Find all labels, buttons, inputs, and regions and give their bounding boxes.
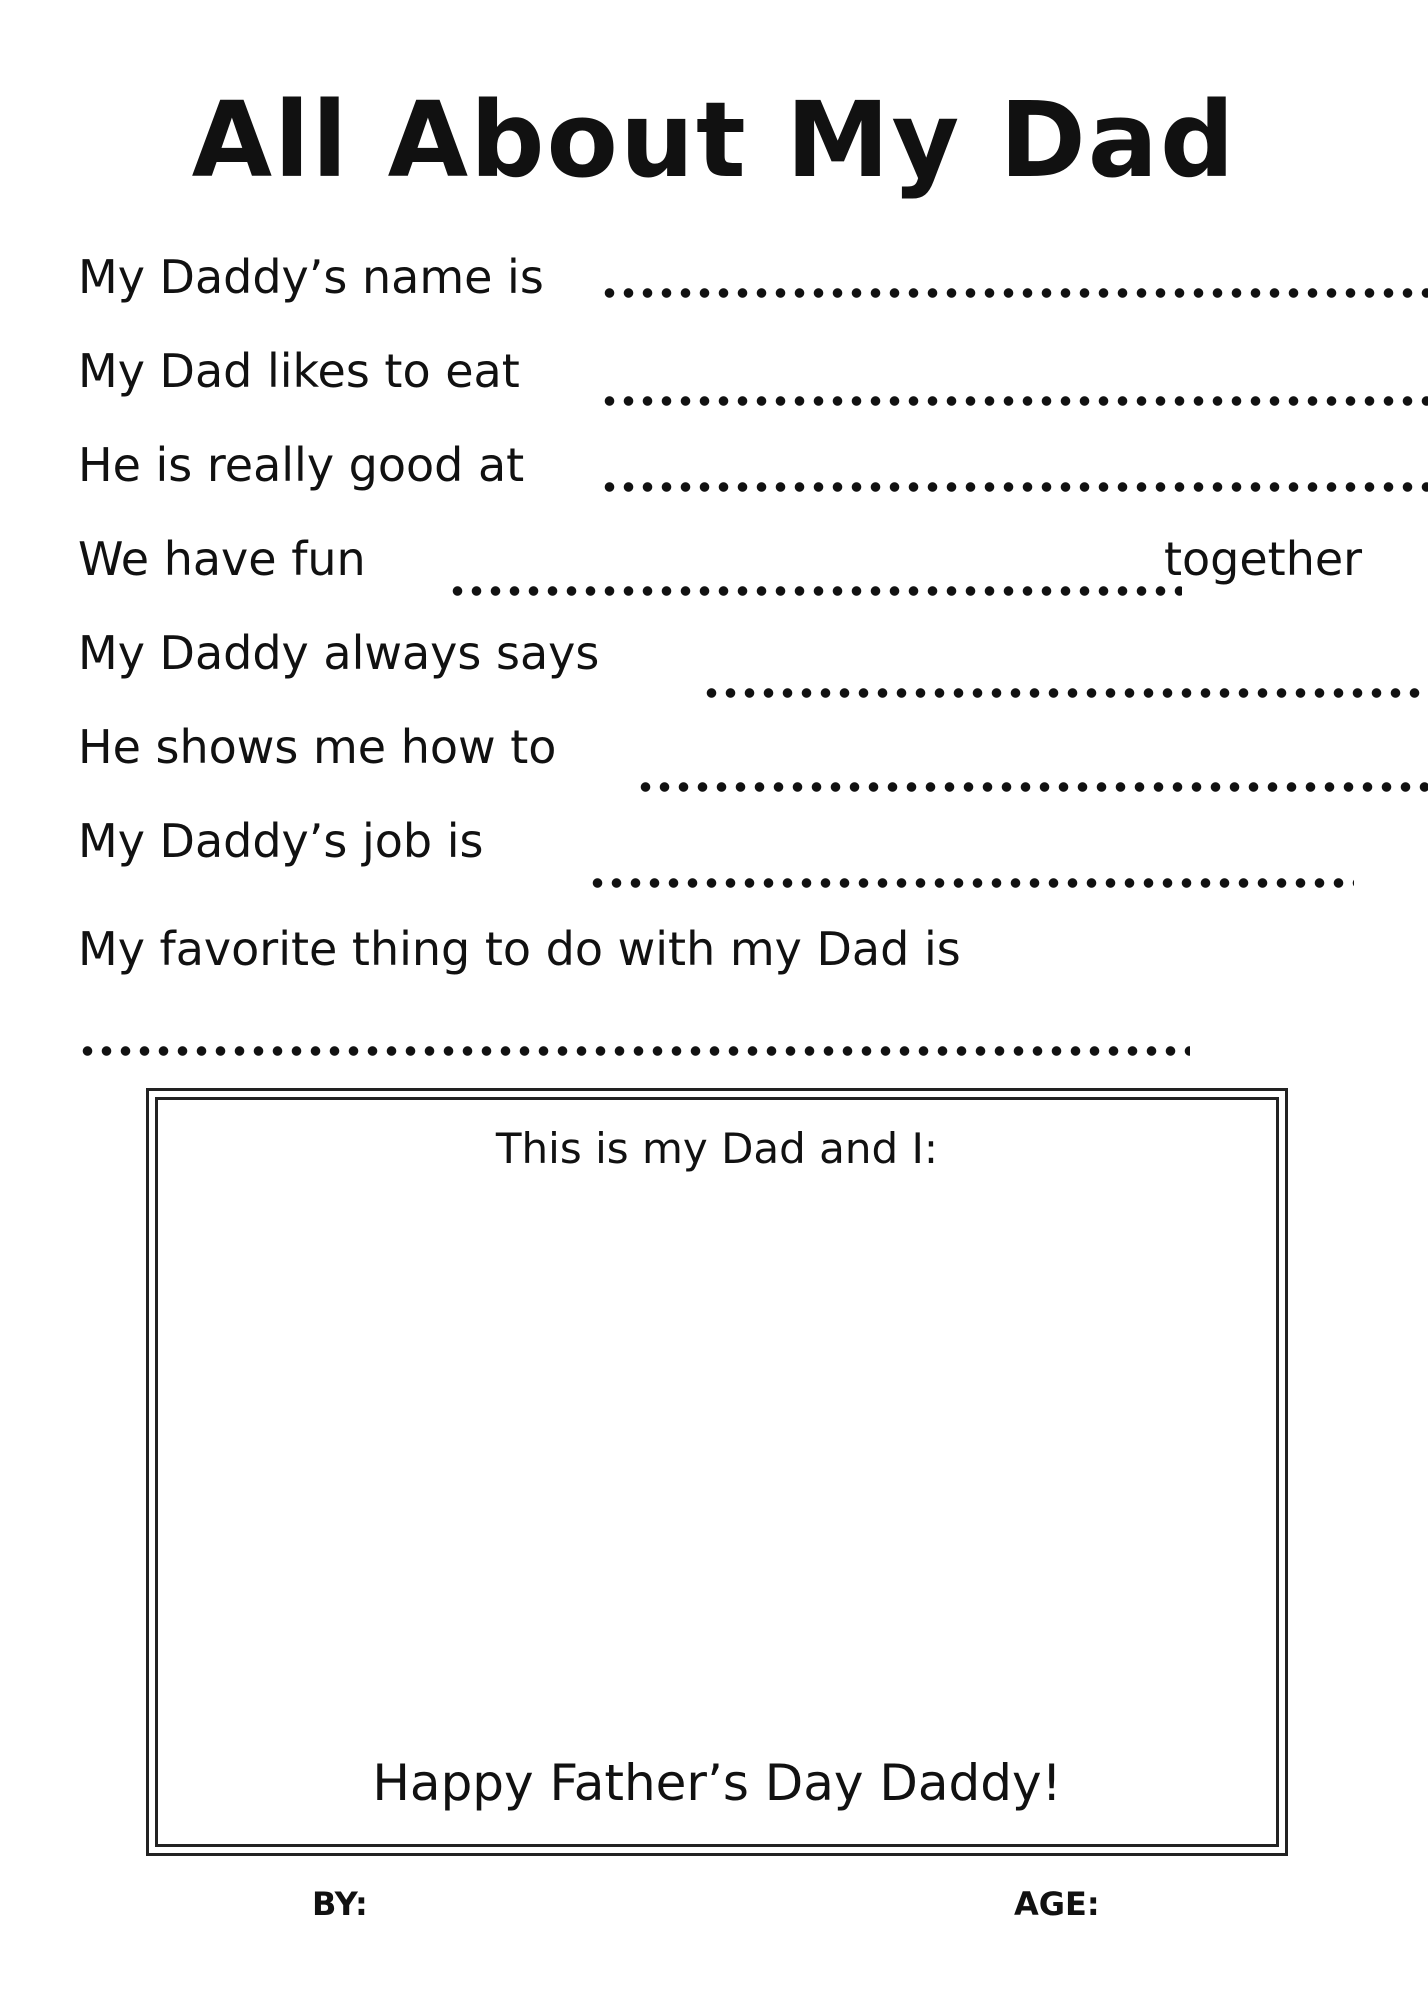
prompt-always-says [78, 614, 1378, 694]
answer-blank[interactable] [600, 288, 1428, 298]
answer-blank[interactable] [600, 396, 1428, 406]
answer-blank[interactable] [448, 586, 1182, 596]
answer-blank[interactable] [588, 878, 1354, 888]
prompt-good-at [78, 426, 1378, 506]
answer-blank[interactable] [600, 482, 1428, 492]
prompt-label: My Daddy’s name is [78, 250, 544, 304]
prompt-label: We have fun [78, 532, 366, 586]
prompt-have-fun [78, 520, 1408, 600]
drawing-frame [146, 1088, 1288, 1856]
by-label: BY: [312, 1885, 368, 1923]
prompt-favorite-thing [78, 910, 1378, 990]
age-label: AGE: [1014, 1885, 1100, 1923]
answer-blank[interactable] [636, 782, 1428, 792]
prompt-suffix: together [1164, 532, 1363, 586]
prompt-label: My favorite thing to do with my Dad is [78, 922, 961, 976]
prompt-label: My Dad likes to eat [78, 344, 520, 398]
prompt-label: My Daddy’s job is [78, 814, 484, 868]
prompt-daddy-name [78, 238, 1378, 318]
prompt-daddy-job [78, 802, 1378, 882]
prompt-label: He is really good at [78, 438, 525, 492]
page-title: All About My Dad [191, 79, 1237, 201]
answer-blank-favorite[interactable] [78, 1046, 1190, 1056]
frame-caption: This is my Dad and I: [495, 1124, 939, 1173]
drawing-area[interactable] [155, 1097, 1279, 1847]
prompt-label: He shows me how to [78, 720, 557, 774]
prompt-label: My Daddy always says [78, 626, 600, 680]
frame-footer: Happy Father’s Day Daddy! [372, 1754, 1062, 1812]
prompt-shows-me [78, 708, 1408, 788]
answer-blank[interactable] [702, 688, 1428, 698]
prompt-likes-to-eat [78, 332, 1378, 412]
